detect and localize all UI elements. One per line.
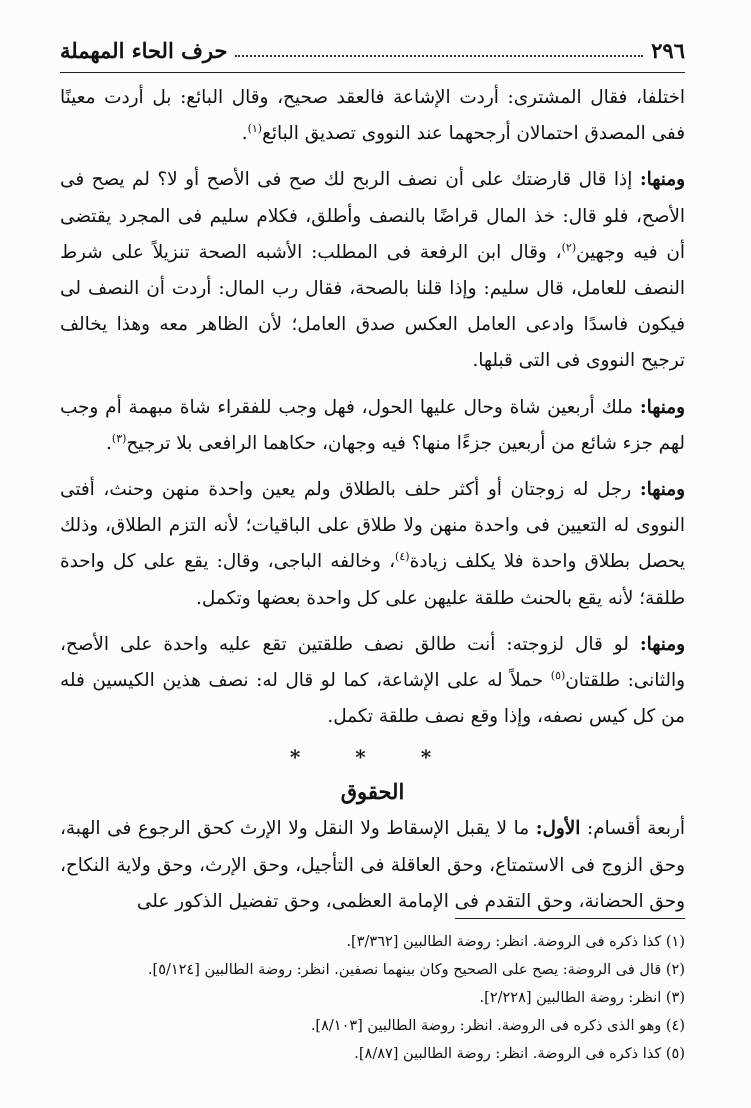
footnote-5: (٥) كذا ذكره فى الروضة. انظر: روضة الطالبين [٨/٨٧]. [354,1046,685,1062]
page-number: ٢٩٦ [651,37,685,63]
keyword: ومنها: [639,169,685,191]
paragraph-1: اختلفا، فقال المشترى: أردت الإشاعة فالعقد صحيح، وقال البائع: بل أردت معينًا ففى المصدق احتمالان أرجحهما عند النووى تصديق البائع$^{(١)}$. [60,87,685,145]
header-rule [60,72,685,73]
section-heading: الحقوق [340,779,405,805]
main-text [60,80,685,920]
footnote-ref-1[interactable]: (١) [247,122,263,136]
footnote-ref-3[interactable]: (٣) [111,431,127,445]
paragraph-2: ومنها: إذا قال قارضتك على أن نصف الربح لك صح فى الأصح أو لا؟ لم يصح فى الأصح، فلو قال: خذ المال قراضًا بالنصف وأطلق، فكلام سليم فى المجرد يقتضى أن فيه وجهين$^{(٢)}$، وقال ابن الرفعة فى المطلب: الأشبه الصحة تنزيلاً على شرط النصف للعامل، قال سليم: وإذا قلنا بالصحة، فقال رب المال: أردت أن النصف لى فيكون فاسدًا وادعى العامل العكس صدق العامل؛ لأن الظاهر معه وهذا يخالف ترجيح النووى فى التى قبلها. [60,169,685,372]
footnote-3: (٣) انظر: روضة الطالبين [٢/٢٢٨]. [479,990,685,1006]
footnote-ref-5[interactable]: (٥) [550,668,566,682]
keyword: ومنها: [639,479,685,501]
footnote-ref-4[interactable]: (٤) [395,550,410,564]
running-header [60,30,685,70]
keyword: ومنها: [639,633,685,655]
section-separator: * * * [289,745,456,770]
footnote-4: (٤) وهو الذى ذكره فى الروضة. انظر: روضة الطالبين [٨/١٠٣]. [310,1018,685,1034]
footnotes [60,928,685,1068]
keyword: ومنها: [639,396,685,418]
header-leader-dots [235,55,643,57]
footnote-2: (٢) قال فى الروضة: يصح على الصحيح وكان بينهما نصفين. انظر: روضة الطالبين [٥/١٢٤]. [147,962,685,978]
keyword: الأول: [535,818,581,840]
paragraph-3: ومنها: ملك أربعين شاة وحال عليها الحول، فهل وجب للفقراء شاة مبهمة أم وجب لهم جزء شائع من أربعين جزءًا منها؟ فيه وجهان، حكاهما الرافعى بلا ترجيح$^{(٣)}$. [60,396,685,454]
footnote-1: (١) كذا ذكره فى الروضة. انظر: روضة الطالبين [٣/٣٦٢]. [346,934,685,950]
paragraph-5: ومنها: لو قال لزوجته: أنت طالق نصف طلقتين تقع عليه واحدة على الأصح، والثانى: طلقتان$^{(٥)}$ حملاً له على الإشاعة، كما لو قال له: نصف هذين الكيسين فله من كل كيس نصفه، وإذا وقع نصف طلقة تكمل. [60,633,685,728]
chapter-title: حرف الحاء المهملة [60,37,228,63]
footnote-rule [455,918,685,919]
paragraph-4: ومنها: رجل له زوجتان أو أكثر حلف بالطلاق ولم يعين واحدة منهن وحنث، أفتى النووى له التعيين فى واحدة منهن ولا طلاق على الباقيات؛ لأنه التزم الطلاق، وذلك يحصل بطلاق واحدة فلا يكلف زيادة$^{(٤)}$، وخالفه الباجى، وقال: يقع على كل واحدة طلقة؛ لأنه يقع بالحنث طلقة عليهن على كل واحدة بعضها وتكمل. [60,479,685,609]
footnote-ref-2[interactable]: (٢) [561,240,577,254]
paragraph-6: أربعة أقسام: الأول: ما لا يقبل الإسقاط ولا النقل ولا الإرث كحق الرجوع فى الهبة، وحق الزوج فى الاستمتاع، وحق العاقلة فى التأجيل، وحق الإرث، وحق ولاية النكاح، وحق الحضانة، وحق التقدم فى الإمامة العظمى، وحق تفضيل الذكور على [60,818,685,912]
